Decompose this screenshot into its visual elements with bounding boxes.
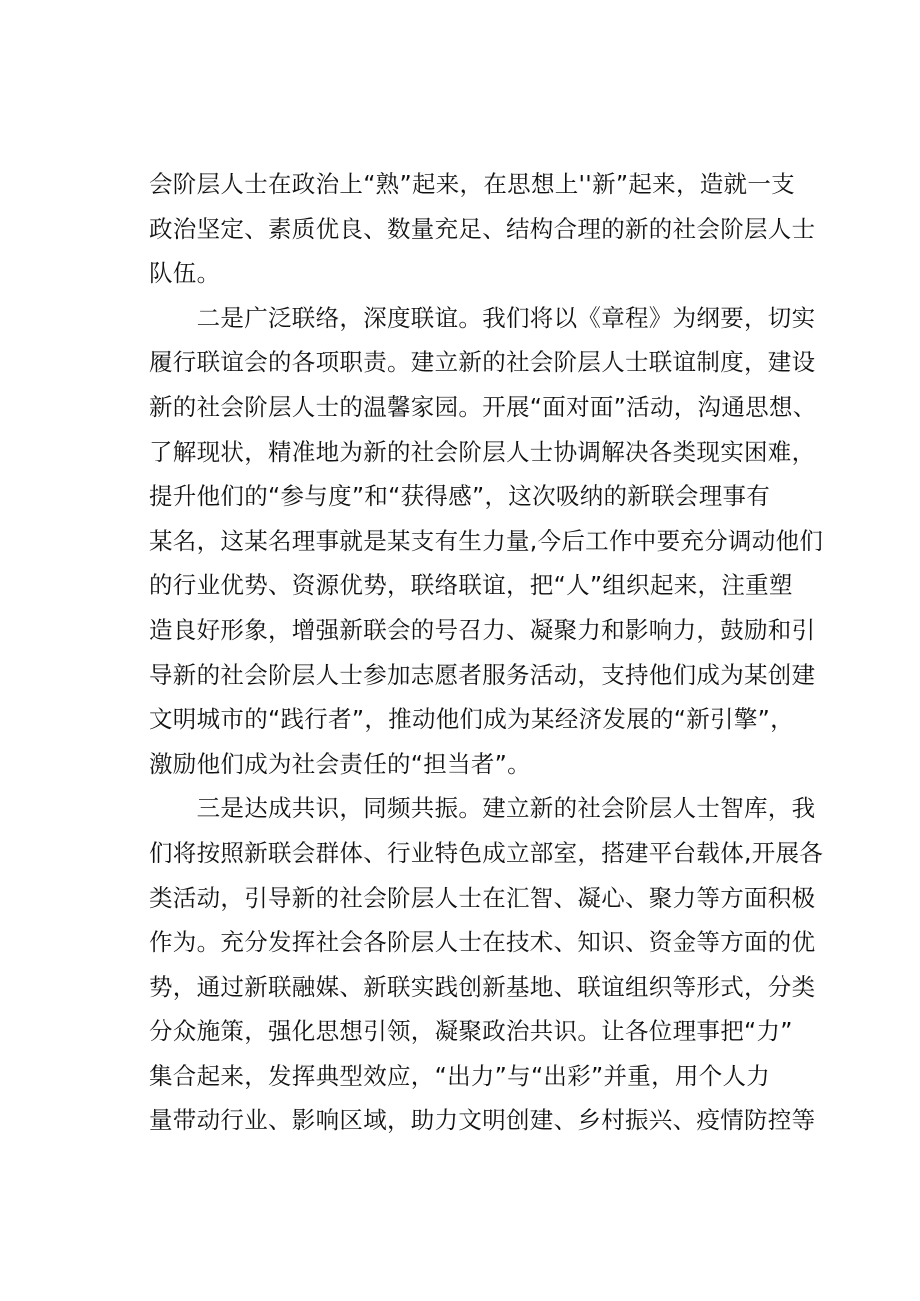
text-line: 的行业优势、资源优势，联络联谊，把“人”组织起来，注重塑 (149, 571, 793, 600)
text-line: 集合起来，发挥典型效应，“出力”与“出彩”并重，用个人力 (149, 1061, 771, 1090)
text-line: 作为。充分发挥社会各阶层人士在技术、知识、资金等方面的优 (149, 928, 816, 957)
text-line: 们将按照新联会群体、行业特色成立部室，搭建平台载体,开展各 (149, 838, 824, 867)
document-body (149, 162, 824, 1143)
text-line: 新的社会阶层人士的温馨家园。开展“面对面”活动，沟通思想、 (149, 392, 817, 421)
text-line: 导新的社会阶层人士参加志愿者服务活动，支持他们成为某创建 (149, 660, 816, 689)
text-line: 提升他们的“参与度”和“获得感”，这次吸纳的新联会理事有 (149, 482, 771, 511)
text-line: 文明城市的“践行者”，推动他们成为某经济发展的“新引擎”， (149, 705, 794, 734)
text-line: 量带动行业、影响区域，助力文明创建、乡村振兴、疫情防控等 (149, 1106, 816, 1135)
text-line: 类活动，引导新的社会阶层人士在汇智、凝心、聚力等方面积极 (149, 883, 816, 912)
text-line: 某名，这某名理事就是某支有生力量,今后工作中要充分调动他们 (149, 526, 824, 555)
text-line: 势，通过新联融媒、新联实践创新基地、联谊组织等形式，分类 (149, 972, 816, 1001)
text-line: 政治坚定、素质优良、数量充足、结构合理的新的社会阶层人士 (149, 214, 816, 243)
text-line: 了解现状，精准地为新的社会阶层人士协调解决各类现实困难， (149, 437, 816, 466)
text-line: 会阶层人士在政治上“熟”起来，在思想上''新”起来，造就一支 (149, 170, 795, 198)
text-line: 激励他们成为社会责任的“担当者”。 (149, 749, 531, 778)
paragraph-start-line: 三是达成共识，同频共振。建立新的社会阶层人士智库，我 (149, 794, 816, 823)
text-line: 履行联谊会的各项职责。建立新的社会阶层人士联谊制度，建设 (149, 348, 816, 377)
text-line: 分众施策，强化思想引领，凝聚政治共识。让各位理事把“力” (149, 1017, 793, 1046)
text-line: 造良好形象，增强新联会的号召力、凝聚力和影响力，鼓励和引 (149, 615, 816, 644)
paragraph-start-line: 二是广泛联络，深度联谊。我们将以《章程》为纲要，切实 (149, 303, 816, 332)
text-line: 队伍。 (149, 259, 221, 288)
